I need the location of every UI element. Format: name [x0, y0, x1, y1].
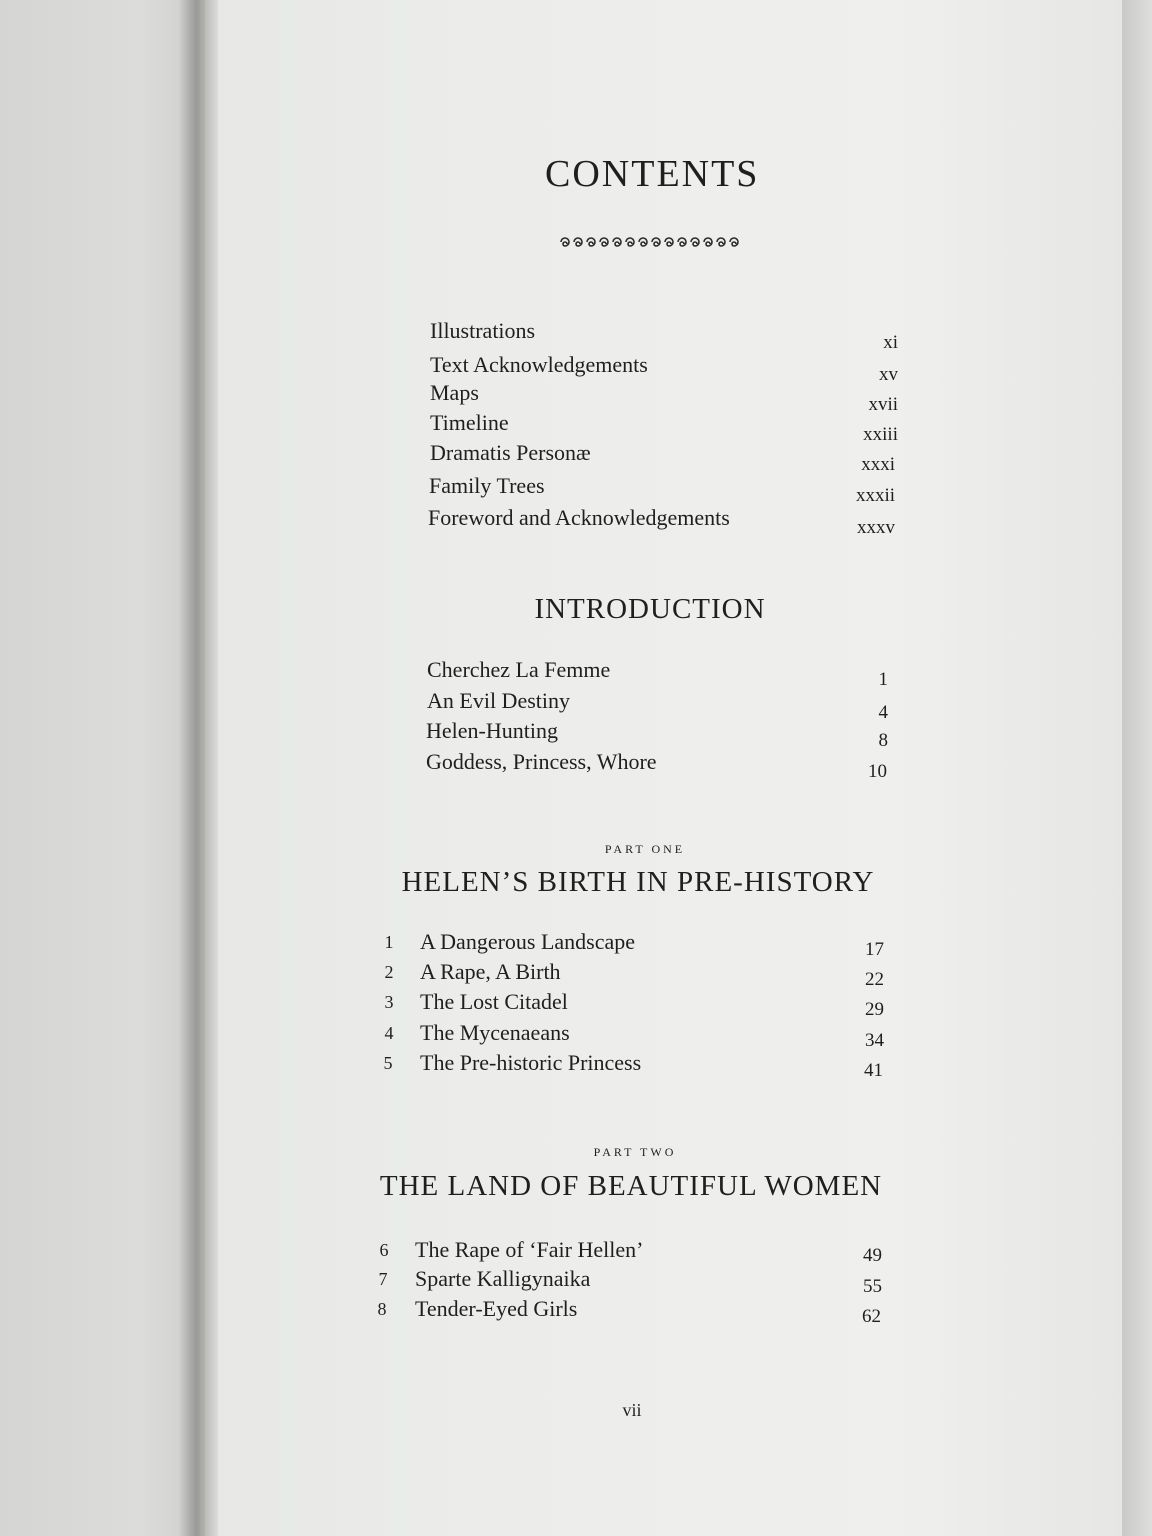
chapter-title: Sparte Kalligynaika: [415, 1266, 591, 1291]
chapter-page: 29: [865, 999, 884, 1020]
chapter-title: The Rape of ‘Fair Hellen’: [415, 1237, 644, 1262]
chapter-number: 8: [377, 1299, 387, 1319]
toc-entry-title: Timeline: [430, 410, 509, 435]
chapter-number: 1: [384, 932, 394, 952]
book-gutter: [178, 0, 218, 1536]
toc-entry-title: Helen-Hunting: [426, 718, 558, 743]
facing-page: [0, 0, 200, 1536]
toc-entry-title: Text Acknowledgements: [430, 352, 648, 377]
chapter-title: The Pre-historic Princess: [420, 1050, 642, 1075]
toc-entry-page: 10: [868, 761, 887, 782]
chapter-entry: [378, 929, 884, 959]
toc-entry: [428, 505, 895, 538]
toc-entry-title: Family Trees: [429, 473, 545, 498]
page-number: vii: [622, 1400, 642, 1420]
spiral-ornament-icon: [555, 234, 741, 250]
chapter-number: 6: [379, 1240, 389, 1260]
toc-entry-title: Foreword and Acknowledgements: [428, 505, 730, 530]
toc-entry: [430, 352, 898, 385]
chapter-title: Tender-Eyed Girls: [415, 1296, 578, 1321]
chapter-entry: [373, 1237, 882, 1267]
toc-entry-page: xxxi: [861, 454, 895, 475]
toc-entry-page: xxxii: [855, 485, 895, 506]
chapter-page: 22: [865, 969, 884, 990]
toc-entry-title: An Evil Destiny: [427, 688, 570, 713]
toc-entry-title: Maps: [430, 380, 479, 405]
toc-entry-page: xv: [879, 364, 898, 385]
part-two-heading: THE LAND OF BEAUTIFUL WOMEN: [379, 1170, 883, 1202]
toc-entry-title: Illustrations: [430, 318, 536, 343]
chapter-page: 17: [865, 939, 884, 960]
chapter-title: A Dangerous Landscape: [420, 929, 636, 954]
toc-entry-title: Goddess, Princess, Whore: [426, 749, 657, 774]
toc-entry: [430, 410, 898, 445]
toc-entry: [426, 749, 887, 782]
toc-entry: [430, 380, 898, 415]
toc-entry: [430, 318, 898, 353]
toc-entry-page: 8: [878, 730, 888, 751]
introduction-heading: INTRODUCTION: [534, 593, 766, 625]
toc-entry-page: xxxv: [857, 517, 895, 538]
chapter-number: 7: [378, 1269, 388, 1289]
chapter-title: A Rape, A Birth: [420, 959, 561, 984]
toc-entry-page: 1: [878, 669, 888, 690]
chapter-entry: [378, 1020, 884, 1050]
chapter-page: 55: [863, 1276, 882, 1297]
toc-entry-page: xxiii: [863, 424, 898, 445]
part-one-label: PART ONE: [604, 842, 686, 856]
chapter-entry: [378, 989, 884, 1019]
toc-entry: [429, 473, 895, 506]
toc-entry: [426, 718, 888, 751]
part-one-heading: HELEN’S BIRTH IN PRE-HISTORY: [401, 866, 875, 898]
toc-entry-title: Cherchez La Femme: [427, 657, 611, 682]
chapter-page: 49: [863, 1245, 882, 1266]
chapter-entry: [371, 1296, 881, 1326]
page-edge: [1122, 0, 1152, 1536]
chapter-number: 4: [384, 1023, 394, 1043]
chapter-entry: [372, 1266, 882, 1296]
chapter-entry: [377, 1050, 883, 1080]
chapter-number: 2: [384, 962, 394, 982]
chapter-title: The Lost Citadel: [420, 989, 568, 1014]
toc-entry-page: 4: [878, 702, 888, 723]
chapter-entry: [378, 959, 884, 989]
chapter-page: 41: [864, 1060, 883, 1081]
chapter-page: 34: [865, 1030, 884, 1051]
toc-entry-title: Dramatis Personæ: [430, 440, 591, 465]
contents-heading: CONTENTS: [545, 153, 760, 195]
chapter-number: 3: [384, 992, 394, 1012]
chapter-title: The Mycenaeans: [420, 1020, 570, 1045]
chapter-number: 5: [383, 1053, 393, 1073]
part-two-label: PART TWO: [593, 1145, 677, 1159]
toc-entry-page: xi: [883, 332, 898, 353]
toc-entry-page: xvii: [868, 394, 898, 415]
chapter-page: 62: [862, 1306, 881, 1327]
toc-entry: [427, 688, 888, 723]
toc-entry: [430, 440, 895, 475]
toc-entry: [427, 657, 888, 690]
